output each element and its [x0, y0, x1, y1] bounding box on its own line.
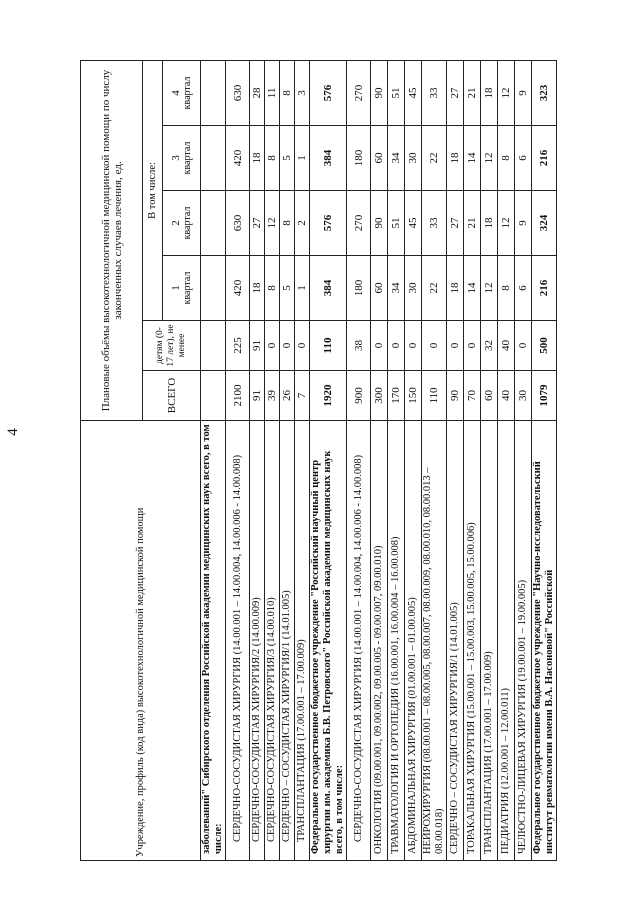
cell-q1: 1: [295, 256, 310, 321]
row-name: ТРАВМАТОЛОГИЯ И ОРТОПЕДИЯ (16.00.001, 16.00.004 – 16.00.008): [388, 421, 405, 861]
cell-q1: [201, 256, 226, 321]
cell-children: 0: [388, 321, 405, 371]
cell-children: 110: [310, 321, 347, 371]
cell-q2: 12: [498, 191, 515, 256]
table-header: [81, 60, 201, 860]
cell-q2: 12: [265, 191, 280, 256]
cell-q1: 18: [447, 256, 464, 321]
cell-q3: 420: [226, 126, 250, 191]
table-row: [280, 60, 295, 860]
cell-children: 32: [481, 321, 498, 371]
cell-total: [201, 371, 226, 421]
cell-q4: 18: [481, 60, 498, 125]
cell-total: 110: [422, 371, 447, 421]
table-row: [447, 60, 464, 860]
hmp-volume-table: [80, 60, 557, 861]
row-name: ТРАНСПЛАНТАЦИЯ (17.00.001 – 17.00.009): [481, 421, 498, 861]
cell-children: [201, 321, 226, 371]
cell-total: 70: [464, 371, 481, 421]
cell-q3: 1: [295, 126, 310, 191]
cell-q1: 34: [388, 256, 405, 321]
cell-q1: 12: [481, 256, 498, 321]
cell-q1: 30: [405, 256, 422, 321]
cell-q1: 8: [498, 256, 515, 321]
row-name: СЕРДЕЧНО-СОСУДИСТАЯ ХИРУРГИЯ (14.00.001 – 14.00.004, 14.00.006 - 14.00.008): [226, 421, 250, 861]
cell-q2: 90: [371, 191, 388, 256]
cell-q4: 33: [422, 60, 447, 125]
header-including: В том числе:: [143, 60, 163, 320]
row-name: АБДОМИНАЛЬНАЯ ХИРУРГИЯ (01.00.001 – 01.00.005): [405, 421, 422, 861]
header-quarter-4: 4 квартал: [163, 60, 201, 125]
header-total: ВСЕГО: [143, 371, 201, 421]
table-body: [201, 60, 557, 860]
cell-children: 500: [532, 321, 557, 371]
table-row: [405, 60, 422, 860]
cell-q3: 22: [422, 126, 447, 191]
cell-q1: 6: [515, 256, 532, 321]
header-quarter-1: 1 квартал: [163, 256, 201, 321]
page-number: 4: [5, 428, 21, 436]
cell-q1: 180: [347, 256, 371, 321]
table-row: [310, 60, 347, 860]
header-quarter-2: 2 квартал: [163, 191, 201, 256]
cell-children: 38: [347, 321, 371, 371]
cell-q4: 28: [250, 60, 265, 125]
cell-q3: 60: [371, 126, 388, 191]
cell-total: 150: [405, 371, 422, 421]
cell-q3: 180: [347, 126, 371, 191]
row-name: СЕРДЕЧНО-СОСУДИСТАЯ ХИРУРГИЯ (14.00.001 – 14.00.004, 14.00.006 - 14.00.008): [347, 421, 371, 861]
cell-q3: 30: [405, 126, 422, 191]
table-row: [481, 60, 498, 860]
cell-q1: 18: [250, 256, 265, 321]
table-row: [464, 60, 481, 860]
cell-q3: 14: [464, 126, 481, 191]
cell-total: 39: [265, 371, 280, 421]
row-name: заболеваний" Сибирского отделения Российской академии медицинских наук всего, в том числе:: [201, 421, 226, 861]
cell-q2: 9: [515, 191, 532, 256]
row-name: ПЕДИАТРИЯ (12.00.001 – 12.00.011): [498, 421, 515, 861]
cell-children: 225: [226, 321, 250, 371]
cell-q4: 3: [295, 60, 310, 125]
cell-q1: 420: [226, 256, 250, 321]
cell-children: 0: [464, 321, 481, 371]
cell-children: 0: [405, 321, 422, 371]
cell-q3: 5: [280, 126, 295, 191]
row-name: Федеральное государственное бюджетное учреждение "Научно-исследовательский институт ревматологии имени В.А. Насоновой" Российской: [532, 421, 557, 861]
cell-q3: [201, 126, 226, 191]
cell-q4: 8: [280, 60, 295, 125]
table-row: [226, 60, 250, 860]
table-row: [498, 60, 515, 860]
cell-q4: 630: [226, 60, 250, 125]
cell-q2: 8: [280, 191, 295, 256]
row-name: Федеральное государственное бюджетное учреждение "Российский научный центр хирургии им. академика Б.В. Петровского" Российской академии медицинских наук всего, в том числе:: [310, 421, 347, 861]
table-row: [388, 60, 405, 860]
cell-q2: 27: [250, 191, 265, 256]
cell-q1: 8: [265, 256, 280, 321]
cell-children: 0: [371, 321, 388, 371]
cell-children: 0: [447, 321, 464, 371]
cell-q1: 384: [310, 256, 347, 321]
cell-q3: 216: [532, 126, 557, 191]
row-name: ОНКОЛОГИЯ (09.00.001, 09.00.002, 09.00.005 - 09.00.007, 09.00.010): [371, 421, 388, 861]
cell-q1: 5: [280, 256, 295, 321]
cell-children: 40: [498, 321, 515, 371]
cell-total: 300: [371, 371, 388, 421]
cell-q2: 21: [464, 191, 481, 256]
cell-q4: 270: [347, 60, 371, 125]
cell-q3: 8: [265, 126, 280, 191]
cell-q2: 33: [422, 191, 447, 256]
row-name: СЕРДЕЧНО-СОСУДИСТАЯ ХИРУРГИЯ/2 (14.00.009): [250, 421, 265, 861]
cell-children: 0: [422, 321, 447, 371]
cell-q1: 22: [422, 256, 447, 321]
row-name: ЧЕЛЮСТНО-ЛИЦЕВАЯ ХИРУРГИЯ (19.00.001 – 19.00.005): [515, 421, 532, 861]
table-row: [371, 60, 388, 860]
table-row: [250, 60, 265, 860]
cell-children: 0: [295, 321, 310, 371]
cell-total: 40: [498, 371, 515, 421]
cell-q2: 27: [447, 191, 464, 256]
cell-q1: 216: [532, 256, 557, 321]
cell-q2: 324: [532, 191, 557, 256]
cell-q2: [201, 191, 226, 256]
cell-total: 60: [481, 371, 498, 421]
cell-q4: 11: [265, 60, 280, 125]
row-name: СЕРДЕЧНО – СОСУДИСТАЯ ХИРУРГИЯ/1 (14.01.005): [280, 421, 295, 861]
cell-q3: 34: [388, 126, 405, 191]
cell-children: 0: [265, 321, 280, 371]
cell-total: 1920: [310, 371, 347, 421]
cell-q4: 323: [532, 60, 557, 125]
cell-q1: 60: [371, 256, 388, 321]
cell-q1: 14: [464, 256, 481, 321]
row-name: СЕРДЕЧНО-СОСУДИСТАЯ ХИРУРГИЯ/3 (14.00.010): [265, 421, 280, 861]
table-row: [295, 60, 310, 860]
table-row: [532, 60, 557, 860]
table-row: [265, 60, 280, 860]
cell-q4: 9: [515, 60, 532, 125]
header-institution-profile: Учреждение, профиль (код вида) высокотехнологичной медицинской помощи: [81, 421, 201, 861]
cell-total: 2100: [226, 371, 250, 421]
header-planned-volumes: Плановые объёмы высокотехнологичной медицинской помощи по числу законченных случаев лечения, ед.: [81, 60, 143, 420]
cell-total: 1079: [532, 371, 557, 421]
cell-q4: 51: [388, 60, 405, 125]
cell-q4: 90: [371, 60, 388, 125]
cell-total: 900: [347, 371, 371, 421]
cell-q4: 45: [405, 60, 422, 125]
table-row: [201, 60, 226, 860]
row-name: ТРАНСПЛАНТАЦИЯ (17.00.001 – 17.00.009): [295, 421, 310, 861]
cell-q3: 18: [447, 126, 464, 191]
header-children: детям (0-17 лет), не менее: [143, 321, 201, 371]
table-row: [347, 60, 371, 860]
cell-q3: 384: [310, 126, 347, 191]
cell-q4: 21: [464, 60, 481, 125]
cell-q2: 630: [226, 191, 250, 256]
cell-q4: 12: [498, 60, 515, 125]
cell-children: 0: [280, 321, 295, 371]
cell-q3: 18: [250, 126, 265, 191]
cell-total: 7: [295, 371, 310, 421]
cell-q3: 12: [481, 126, 498, 191]
header-quarter-3: 3 квартал: [163, 126, 201, 191]
row-name: НЕЙРОХИРУРГИЯ (08.00.001 – 08.00.005, 08.00.007, 08.00.009, 08.00.010, 08.00.013 – 08.00.018): [422, 421, 447, 861]
cell-q2: 270: [347, 191, 371, 256]
table-row: [515, 60, 532, 860]
cell-total: 30: [515, 371, 532, 421]
row-name: ТОРАКАЛЬНАЯ ХИРУРГИЯ (15.00.001 – 15.00.003, 15.00.005, 15.00.006): [464, 421, 481, 861]
rotated-table-container: [80, 61, 640, 861]
cell-q3: 6: [515, 126, 532, 191]
cell-children: 0: [515, 321, 532, 371]
cell-q4: 27: [447, 60, 464, 125]
cell-q2: 45: [405, 191, 422, 256]
cell-q2: 576: [310, 191, 347, 256]
row-name: СЕРДЕЧНО – СОСУДИСТАЯ ХИРУРГИЯ/1 (14.01.005): [447, 421, 464, 861]
cell-q2: 51: [388, 191, 405, 256]
cell-total: 170: [388, 371, 405, 421]
cell-q3: 8: [498, 126, 515, 191]
cell-q2: 2: [295, 191, 310, 256]
cell-q4: [201, 60, 226, 125]
cell-total: 91: [250, 371, 265, 421]
cell-total: 26: [280, 371, 295, 421]
cell-total: 90: [447, 371, 464, 421]
cell-q2: 18: [481, 191, 498, 256]
cell-q4: 576: [310, 60, 347, 125]
table-row: [422, 60, 447, 860]
cell-children: 91: [250, 321, 265, 371]
